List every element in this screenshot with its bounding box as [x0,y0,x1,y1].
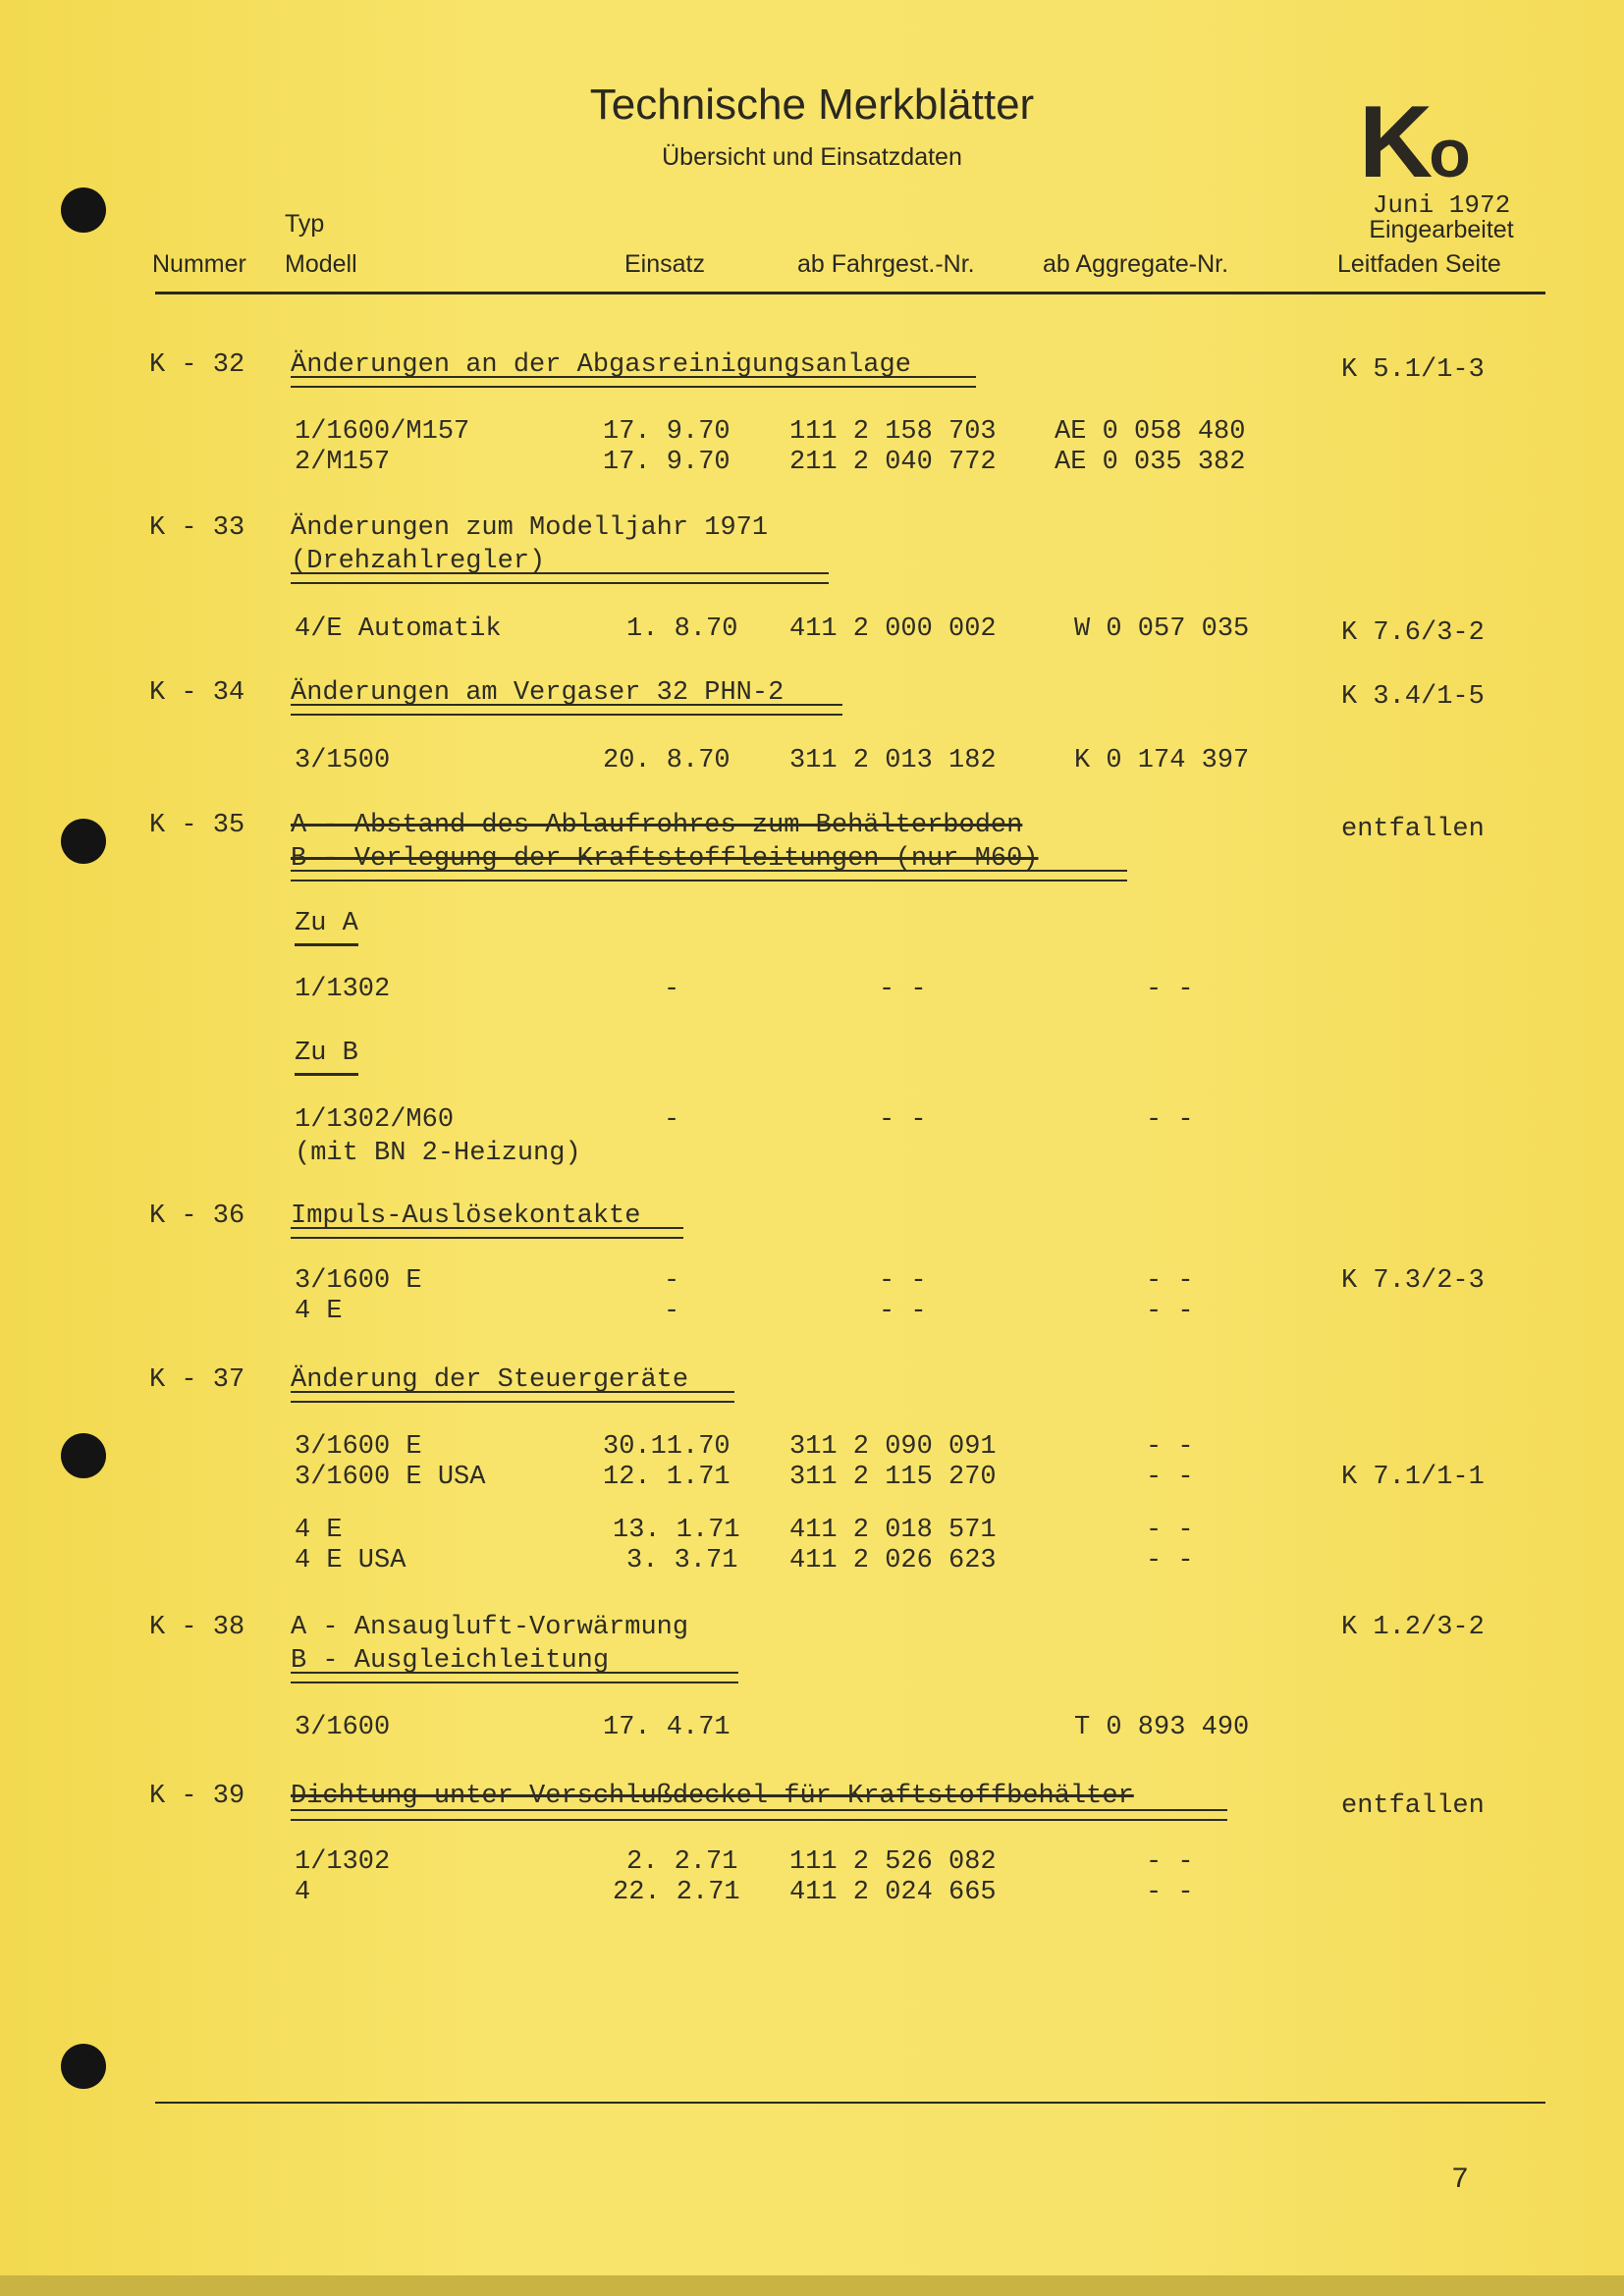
einsatz-cell: 22. 2.71 [613,1878,740,1907]
aggregate-cell: - - [1146,1546,1194,1575]
entry-number: K - 39 [149,1782,245,1811]
modell-cell: 4 E USA [295,1546,406,1575]
einsatz-cell: 20. 8.70 [603,746,731,775]
modell-cell: 3/1600 E [295,1432,422,1462]
einsatz-cell: - [664,1297,680,1326]
fahrgest-cell: 311 2 115 270 [789,1463,997,1492]
aggregate-cell: - - [1146,1105,1194,1135]
modell-cell: 4 [295,1878,311,1907]
aggregate-cell: W 0 057 035 [1074,614,1250,644]
modell-cell: 1/1302/M60 [295,1105,455,1135]
col-header-einsatz: Einsatz [624,250,705,278]
einsatz-cell: 17. 9.70 [603,417,731,447]
aggregate-cell: AE 0 058 480 [1055,417,1246,447]
aggregate-cell: - - [1146,1878,1194,1907]
leitfaden-ref: K 5.1/1-3 [1341,355,1485,385]
col-header-fahrgest: ab Fahrgest.-Nr. [797,250,975,278]
entry-title: Änderungen an der Abgasreinigungsanlage [291,350,911,380]
modell-cell: 2/M157 [295,448,391,477]
leitfaden-ref: K 1.2/3-2 [1341,1613,1485,1642]
fahrgest-cell: - - [879,1105,927,1135]
double-underline [291,1227,683,1239]
double-underline [291,376,976,388]
aggregate-cell: T 0 893 490 [1074,1713,1250,1742]
entry-number: K - 36 [149,1201,245,1231]
aggregate-cell: - - [1146,1266,1194,1296]
einsatz-cell: 13. 1.71 [613,1516,740,1545]
entry-title-struck: B - Verlegung der Kraftstoffleitungen (nur M60) [291,844,1039,874]
punch-hole [61,2044,106,2089]
punch-hole [61,819,106,864]
double-underline [291,704,842,716]
modell-cell: 1/1302 [295,1847,391,1877]
leitfaden-ref: K 7.6/3-2 [1341,618,1485,648]
fahrgest-cell: 311 2 013 182 [789,746,997,775]
entry-title-struck: Dichtung unter Verschlußdeckel für Kraftstoffbehälter [291,1782,1134,1811]
aggregate-cell: - - [1146,1516,1194,1545]
leitfaden-ref: K 7.3/2-3 [1341,1266,1485,1296]
fahrgest-cell: 411 2 026 623 [789,1546,997,1575]
fahrgest-cell: 111 2 158 703 [789,417,997,447]
aggregate-cell: - - [1146,1432,1194,1462]
modell-cell: 3/1600 [295,1713,391,1742]
fahrgest-cell: 211 2 040 772 [789,448,997,477]
einsatz-cell: 2. 2.71 [626,1847,738,1877]
double-underline [291,1672,738,1683]
leitfaden-ref: entfallen [1341,1791,1485,1821]
col-header-typ: Typ [285,210,325,238]
punch-hole [61,1433,106,1478]
sub-heading-zu-b: Zu B [295,1039,358,1076]
einsatz-cell: 30.11.70 [603,1432,731,1462]
entry-number: K - 37 [149,1365,245,1395]
double-underline [291,870,1127,881]
page-title: Technische Merkblätter [589,80,1035,129]
entry-title: Impuls-Auslösekontakte [291,1201,641,1231]
fahrgest-cell: 411 2 000 002 [789,614,997,644]
einsatz-cell: - [664,975,680,1004]
leitfaden-ref: K 3.4/1-5 [1341,682,1485,712]
modell-note: (mit BN 2-Heizung) [295,1139,581,1168]
entry-subtitle: B - Ausgleichleitung [291,1646,610,1676]
entry-number: K - 35 [149,811,245,840]
col-header-modell: Modell [285,250,357,278]
aggregate-cell: AE 0 035 382 [1055,448,1246,477]
einsatz-cell: 17. 4.71 [603,1713,731,1742]
fahrgest-cell: 311 2 090 091 [789,1432,997,1462]
fahrgest-cell: - - [879,1266,927,1296]
col-header-leitfaden: Leitfaden Seite [1337,250,1501,278]
entry-title-struck: A - Abstand des Ablaufrohres zum Behälterboden [291,811,1023,840]
fahrgest-cell: 411 2 024 665 [789,1878,997,1907]
entry-number: K - 33 [149,513,245,543]
entry-number: K - 32 [149,350,245,380]
aggregate-cell: - - [1146,1847,1194,1877]
col-header-eingearbeitet: Eingearbeitet [1369,216,1514,243]
einsatz-cell: 17. 9.70 [603,448,731,477]
col-header-aggregate: ab Aggregate-Nr. [1043,250,1229,278]
modell-cell: 3/1600 E [295,1266,422,1296]
fahrgest-cell: 111 2 526 082 [789,1847,997,1877]
entry-title: Änderung der Steuergeräte [291,1365,689,1395]
sub-heading-zu-a: Zu A [295,909,358,946]
modell-cell: 4 E [295,1516,343,1545]
entry-number: K - 38 [149,1613,245,1642]
page-bottom-edge [0,2275,1624,2296]
einsatz-cell: - [664,1105,680,1135]
modell-cell: 1/1600/M157 [295,417,470,447]
einsatz-cell: 12. 1.71 [603,1463,731,1492]
double-underline [291,1809,1227,1821]
page-subtitle: Übersicht und Einsatzdaten [662,143,962,171]
einsatz-cell: 3. 3.71 [626,1546,738,1575]
aggregate-cell: - - [1146,975,1194,1004]
fahrgest-cell: - - [879,1297,927,1326]
edition-date: Juni 1972 [1372,190,1511,220]
aggregate-cell: - - [1146,1297,1194,1326]
einsatz-cell: - [664,1266,680,1296]
entry-title: Änderungen zum Modelljahr 1971 [291,513,769,543]
col-header-nummer: Nummer [152,250,246,278]
double-underline [291,572,829,584]
modell-cell: 3/1500 [295,746,391,775]
fahrgest-cell: 411 2 018 571 [789,1516,997,1545]
footer-rule [155,2102,1545,2104]
header-rule [155,292,1545,294]
aggregate-cell: K 0 174 397 [1074,746,1250,775]
modell-cell: 4/E Automatik [295,614,502,644]
punch-hole [61,187,106,233]
section-logo: Ko [1359,85,1471,199]
modell-cell: 1/1302 [295,975,391,1004]
entry-number: K - 34 [149,678,245,708]
entry-title: Änderungen am Vergaser 32 PHN-2 [291,678,785,708]
modell-cell: 3/1600 E USA [295,1463,486,1492]
page-number: 7 [1451,2163,1470,2197]
fahrgest-cell: - - [879,975,927,1004]
leitfaden-ref: entfallen [1341,815,1485,844]
entry-subtitle: (Drehzahlregler) [291,547,546,576]
entry-title: A - Ansaugluft-Vorwärmung [291,1613,689,1642]
aggregate-cell: - - [1146,1463,1194,1492]
double-underline [291,1391,734,1403]
modell-cell: 4 E [295,1297,343,1326]
einsatz-cell: 1. 8.70 [626,614,738,644]
leitfaden-ref: K 7.1/1-1 [1341,1463,1485,1492]
